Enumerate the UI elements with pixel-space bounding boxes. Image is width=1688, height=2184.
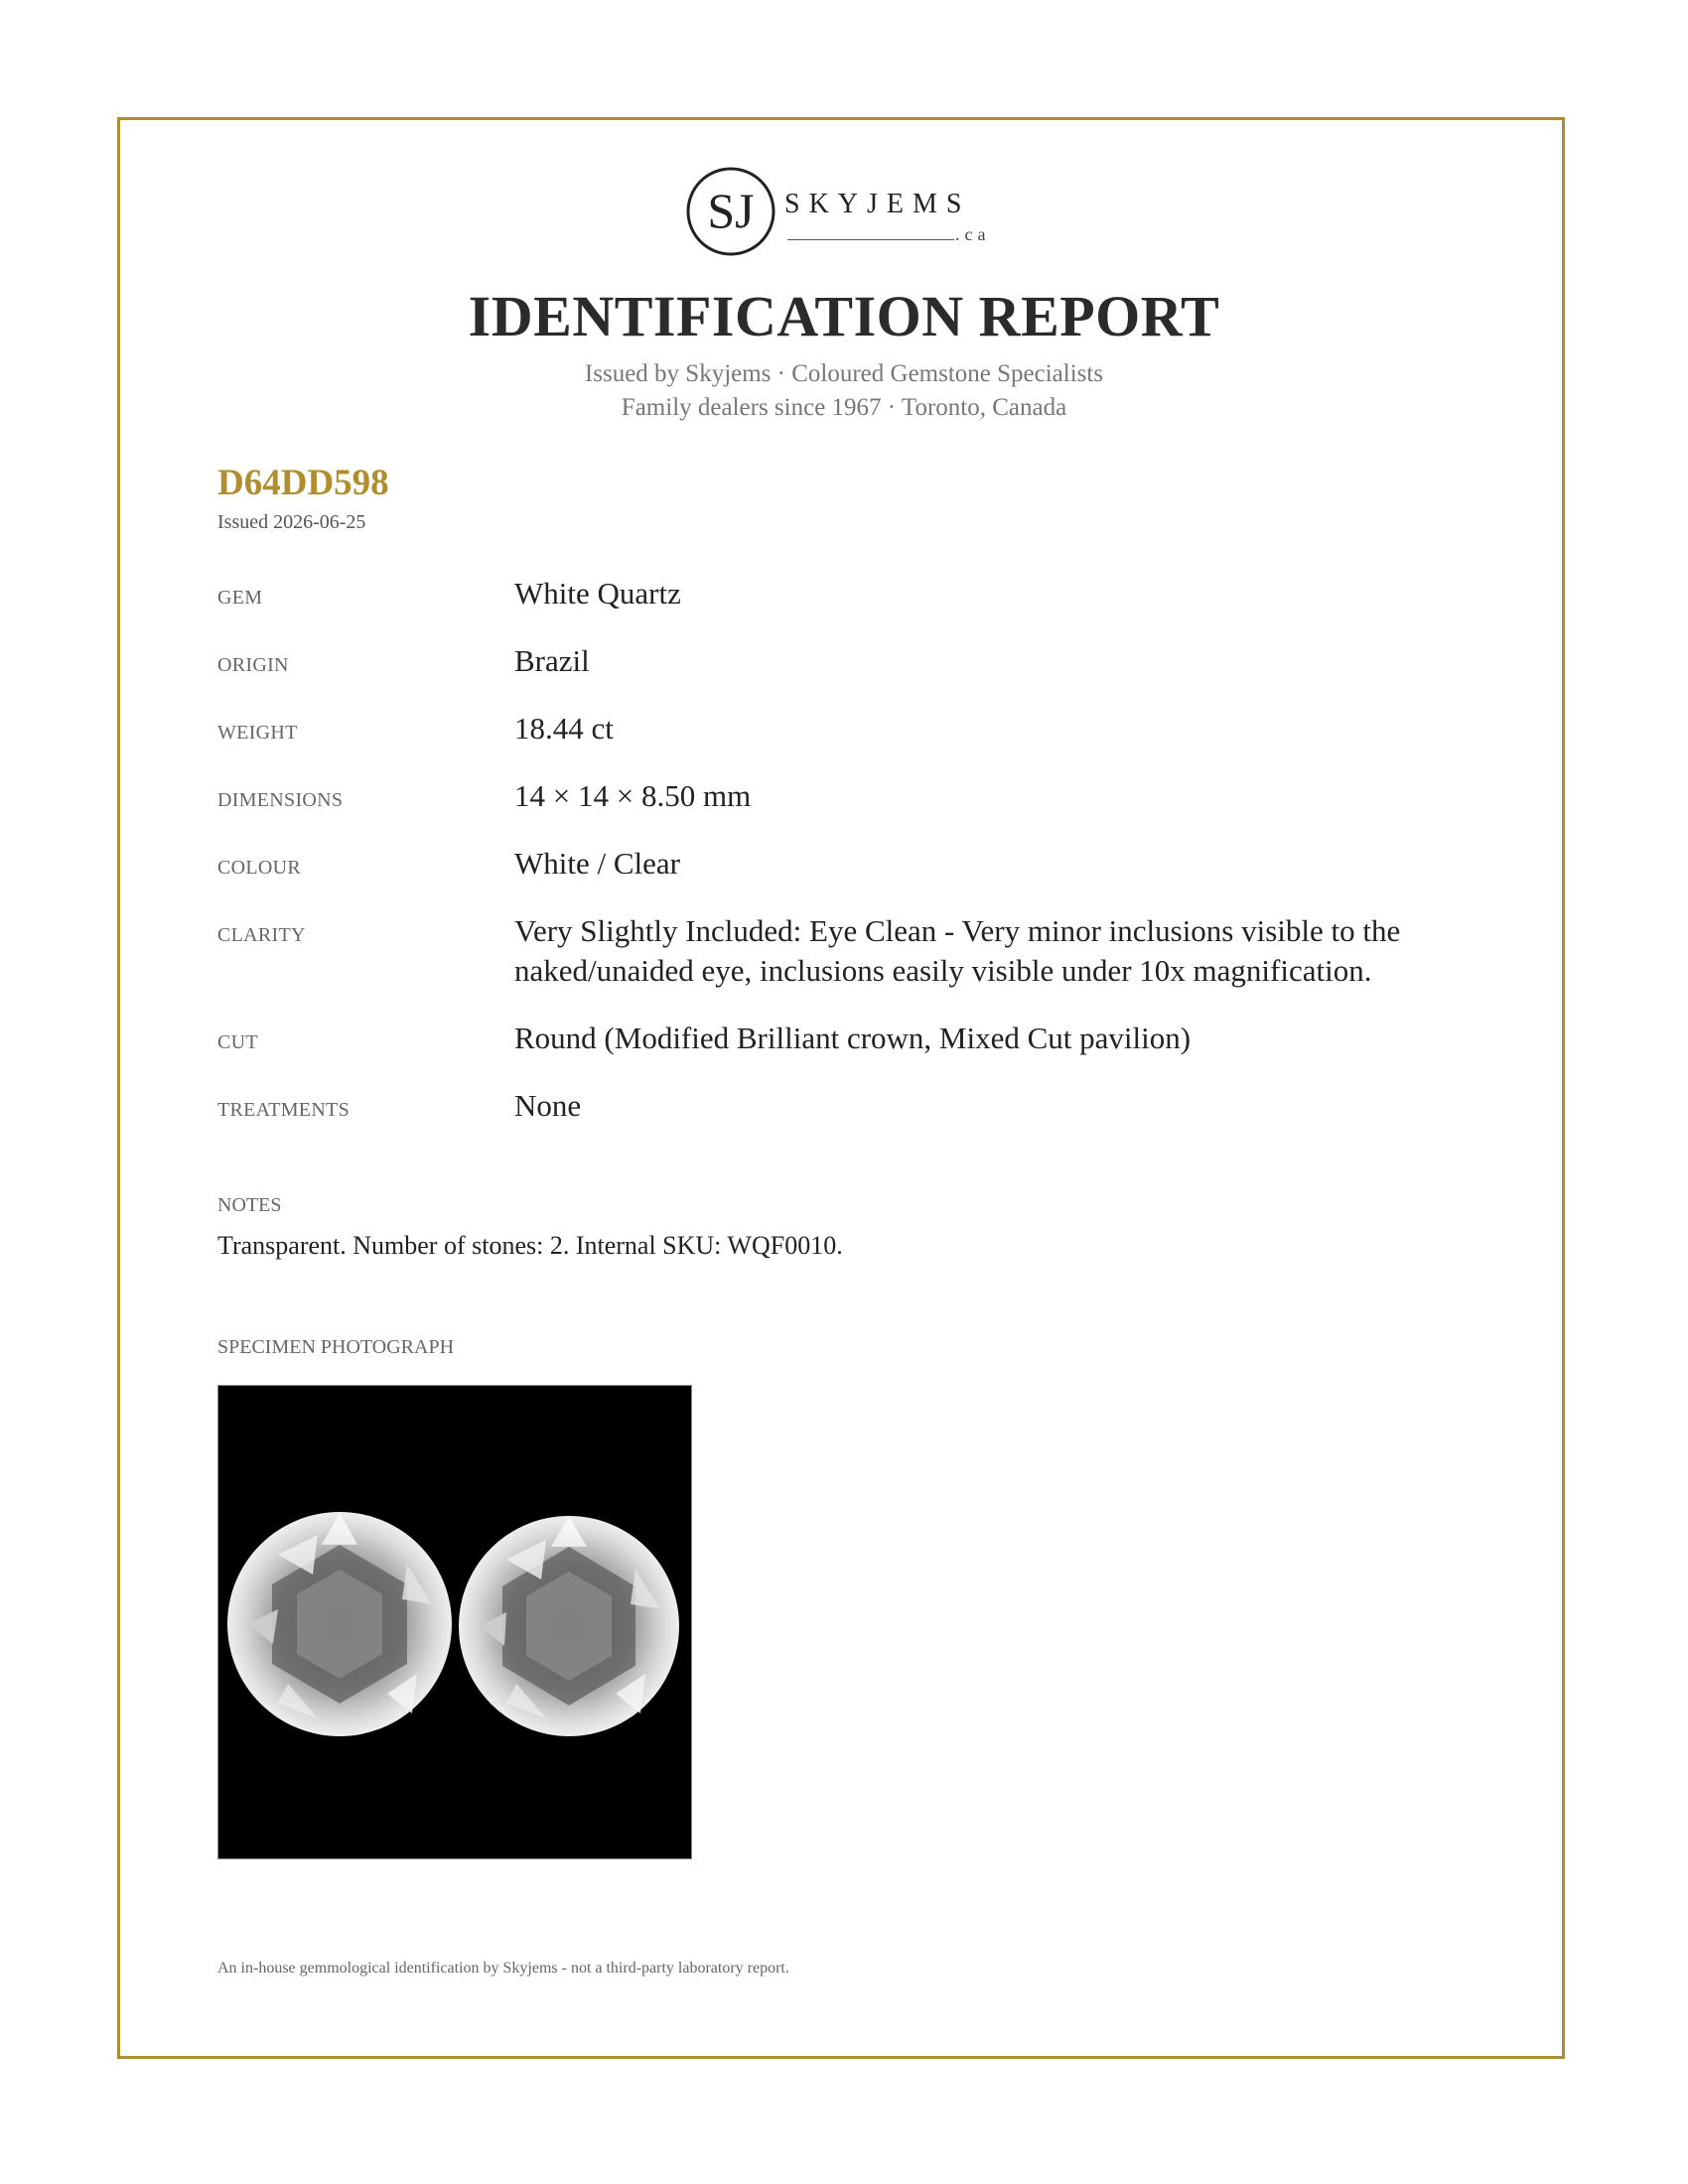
- report-title: IDENTIFICATION REPORT: [468, 284, 1220, 348]
- report-id: D64DD598: [217, 463, 389, 503]
- field-label-cut: CUT: [217, 1031, 258, 1053]
- svg-text:SJ: SJ: [707, 183, 755, 238]
- subtitle-issuer: Issued by Skyjems · Coloured Gemstone Specialists: [584, 360, 1104, 387]
- brand-name: SKYJEMS: [784, 189, 971, 219]
- skyjems-logo: [685, 166, 1003, 265]
- sj-monogram-icon: [685, 166, 776, 257]
- gemstone-right: [459, 1516, 679, 1736]
- brand-divider: [787, 239, 954, 240]
- field-label-treatments: TREATMENTS: [217, 1099, 350, 1121]
- photo-label: SPECIMEN PHOTOGRAPH: [217, 1336, 455, 1358]
- specimen-photo: [217, 1385, 692, 1859]
- field-label-gem: GEM: [217, 587, 263, 609]
- field-value-origin: Brazil: [514, 643, 590, 678]
- field-label-dimensions: DIMENSIONS: [217, 789, 344, 811]
- gemstone-left: [227, 1512, 452, 1736]
- field-value-dimensions: 14 × 14 × 8.50 mm: [514, 778, 752, 813]
- notes-text: Transparent. Number of stones: 2. Internal SKU: WQF0010.: [217, 1231, 843, 1260]
- gemstones-image: [218, 1386, 691, 1858]
- field-value-gem: White Quartz: [514, 576, 681, 611]
- field-value-clarity: Very Slightly Included: Eye Clean - Very minor inclusions visible to the naked/unaided eye, inclusions easily visible under 10x magnification.: [514, 913, 1401, 988]
- field-value-colour: White / Clear: [514, 846, 680, 881]
- field-label-clarity: CLARITY: [217, 924, 306, 946]
- issued-date: Issued 2026-06-25: [217, 511, 366, 533]
- notes-label: NOTES: [217, 1194, 282, 1216]
- field-label-weight: WEIGHT: [217, 722, 298, 744]
- footer-disclaimer: An in-house gemmological identification by Skyjems - not a third-party laboratory report.: [217, 1960, 789, 1977]
- field-label-origin: ORIGIN: [217, 654, 289, 676]
- field-value-weight: 18.44 ct: [514, 711, 614, 746]
- field-value-treatments: None: [514, 1088, 582, 1123]
- subtitle-location: Family dealers since 1967 · Toronto, Canada: [621, 394, 1067, 421]
- field-label-colour: COLOUR: [217, 857, 302, 879]
- field-value-cut: Round (Modified Brilliant crown, Mixed Cut pavilion): [514, 1021, 1192, 1055]
- brand-tld: .ca: [955, 224, 991, 244]
